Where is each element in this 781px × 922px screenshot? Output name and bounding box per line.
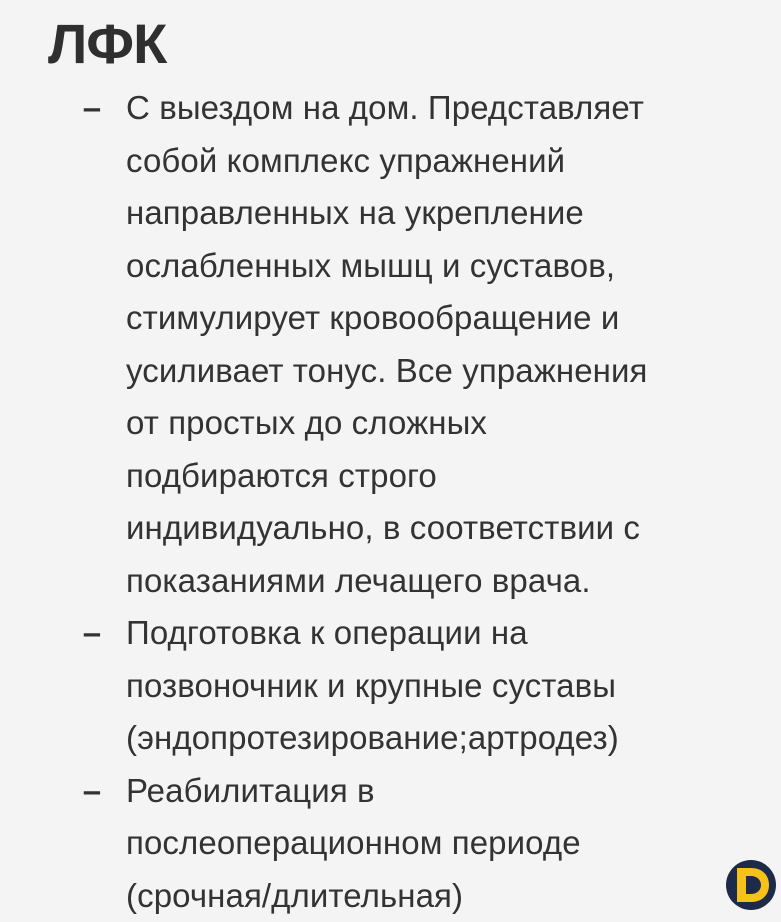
dash-icon: – [77, 82, 107, 135]
item-line: от простых до сложных [126, 397, 750, 450]
item-line: направленных на укрепление [126, 187, 750, 240]
item-line: индивидуально, в соответствии с [126, 502, 750, 555]
dash-icon: – [77, 765, 107, 818]
list-item [70, 765, 750, 922]
item-line: (эндопротезирование;артродез) [126, 712, 750, 765]
dash-icon: – [77, 607, 107, 660]
item-line: показаниями лечащего врача. [126, 555, 750, 608]
item-line: усиливает тонус. Все упражнения [126, 345, 750, 398]
list-item [70, 607, 750, 765]
item-line: Подготовка к операции на [126, 607, 750, 660]
item-line: собой комплекс упражнений [126, 135, 750, 188]
item-line: (срочная/длительная) [126, 870, 750, 922]
item-line: Реабилитация в [126, 765, 750, 818]
list-item [70, 82, 750, 607]
item-line: послеоперационном периоде [126, 817, 750, 870]
page-title: ЛФК [48, 8, 166, 80]
item-line: С выездом на дом. Представляет [126, 82, 750, 135]
item-line: ослабленных мышц и суставов, [126, 240, 750, 293]
bullet-list [70, 82, 750, 922]
item-line: стимулирует кровообращение и [126, 292, 750, 345]
brand-logo-icon [724, 858, 778, 912]
item-line: позвоночник и крупные суставы [126, 660, 750, 713]
item-line: подбираются строго [126, 450, 750, 503]
